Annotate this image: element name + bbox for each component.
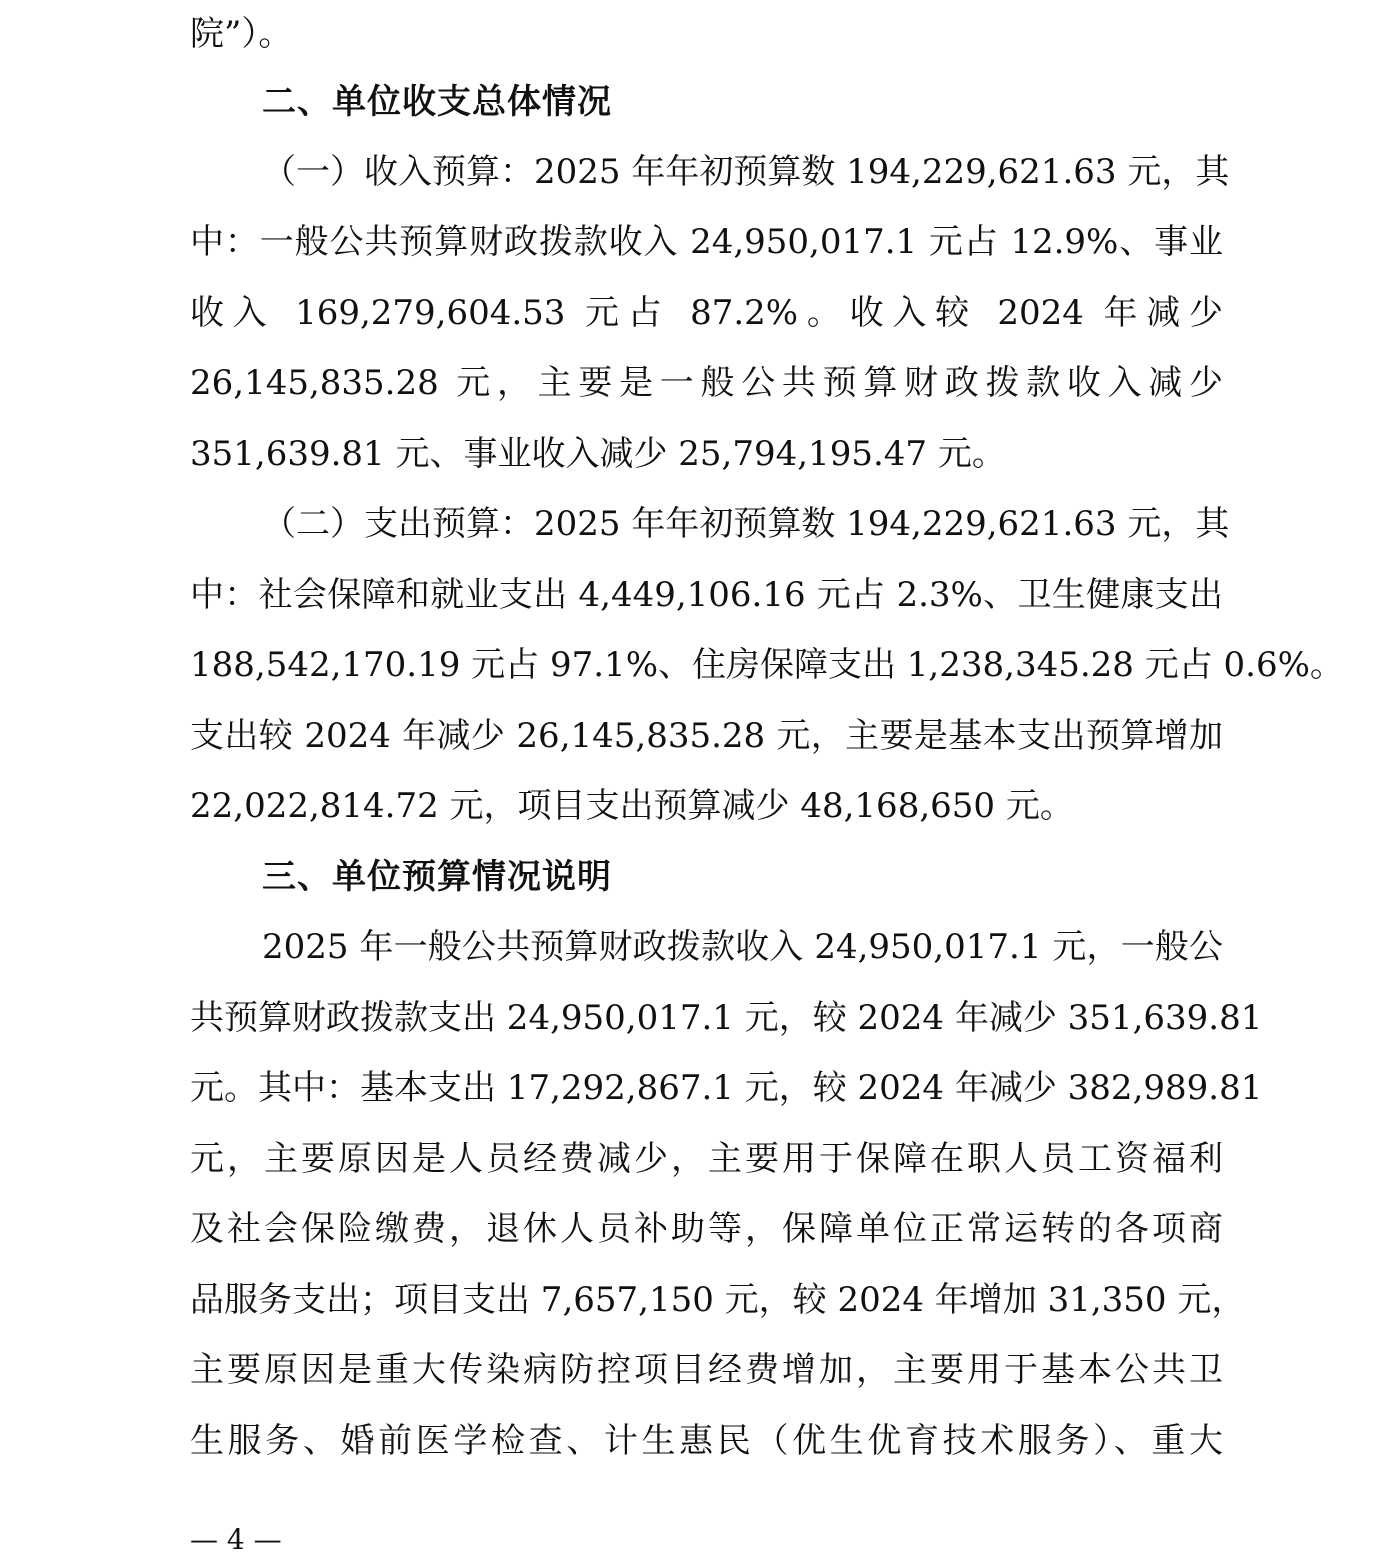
text-line: 26,145,835.28 元，主要是一般公共预算财政拨款收入减少: [190, 363, 1223, 403]
text-line: 生服务、婚前医学检查、计生惠民（优生优育技术服务）、重大: [190, 1421, 1223, 1461]
text-line: 品服务支出；项目支出 7,657,150 元，较 2024 年增加 31,350 元，: [190, 1280, 1246, 1320]
text-line: 收入 169,279,604.53 元占 87.2%。收入较 2024 年减少: [190, 293, 1223, 333]
text-line: 共预算财政拨款支出 24,950,017.1 元，较 2024 年减少 351,639.81: [190, 998, 1263, 1038]
text-line: 元，主要原因是人员经费减少，主要用于保障在职人员工资福利: [190, 1139, 1223, 1179]
page-number: — 4 —: [190, 1523, 282, 1556]
text-line: （二）支出预算：2025 年年初预算数 194,229,621.63 元，其: [262, 504, 1230, 544]
text-line: 主要原因是重大传染病防控项目经费增加，主要用于基本公共卫: [190, 1350, 1223, 1390]
text-line: （一）收入预算：2025 年年初预算数 194,229,621.63 元，其: [262, 152, 1230, 192]
text-line: 支出较 2024 年减少 26,145,835.28 元，主要是基本支出预算增加: [190, 716, 1223, 756]
section-heading-2: 二、单位收支总体情况: [262, 82, 612, 122]
text-line: 中：一般公共预算财政拨款收入 24,950,017.1 元占 12.9%、事业: [190, 222, 1223, 262]
text-line: 中：社会保障和就业支出 4,449,106.16 元占 2.3%、卫生健康支出: [190, 575, 1223, 615]
text-line: 2025 年一般公共预算财政拨款收入 24,950,017.1 元，一般公: [262, 927, 1223, 967]
text-line: 元。其中：基本支出 17,292,867.1 元，较 2024 年减少 382,989.81: [190, 1068, 1263, 1108]
section-heading-3: 三、单位预算情况说明: [262, 857, 612, 897]
text-line: 351,639.81 元、事业收入减少 25,794,195.47 元。: [190, 434, 1006, 474]
text-line: 188,542,170.19 元占 97.1%、住房保障支出 1,238,345.28 元占 0.6%。: [190, 645, 1344, 685]
text-line: 院”）。: [190, 14, 293, 54]
text-line: 22,022,814.72 元，项目支出预算减少 48,168,650 元。: [190, 786, 1074, 826]
text-line: 及社会保险缴费，退休人员补助等，保障单位正常运转的各项商: [190, 1209, 1223, 1249]
